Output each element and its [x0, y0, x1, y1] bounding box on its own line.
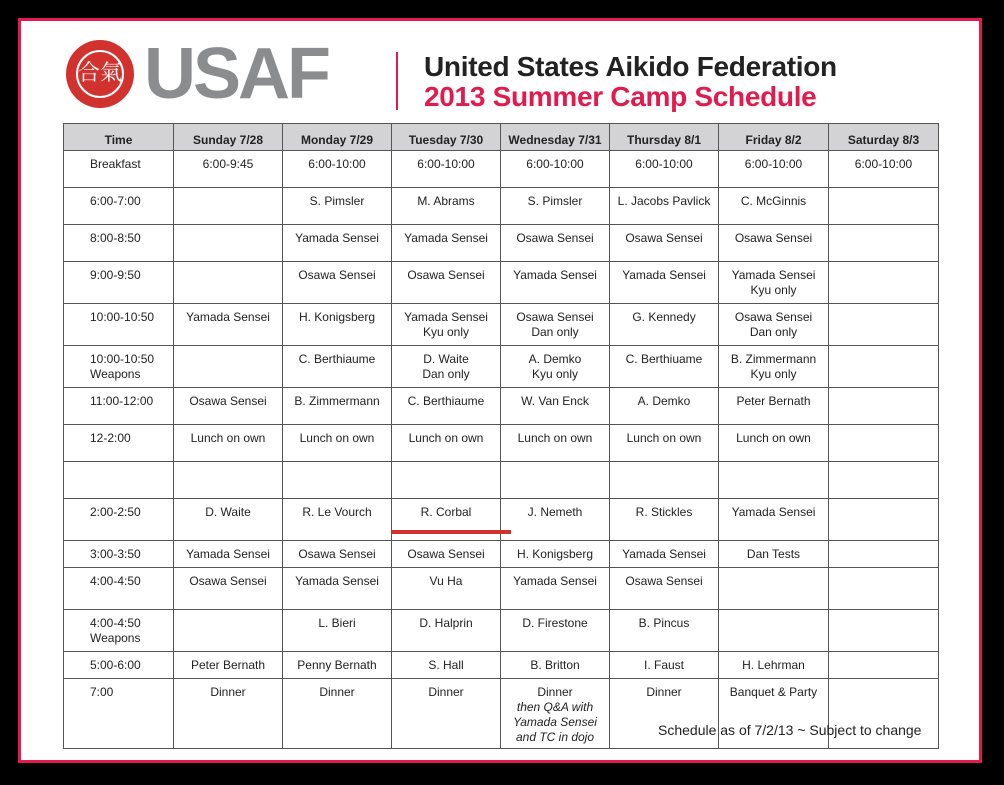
time-cell: [64, 568, 174, 610]
cell-text: H. Konigsberg: [516, 547, 594, 561]
session-cell: [392, 225, 501, 262]
cell-text: Osawa Sensei: [407, 547, 485, 561]
cell-text: R. Corbal: [420, 505, 472, 519]
cell-text: Kyu only: [750, 367, 797, 381]
session-cell: [719, 499, 829, 541]
table-row: [64, 346, 939, 388]
session-cell: [610, 346, 719, 388]
session-cell: [829, 541, 939, 568]
cell-text: 12-2:00: [90, 431, 131, 445]
session-cell: [392, 541, 501, 568]
cell-text: S. Pimsler: [527, 194, 583, 208]
cell-text: C. Berthiuame: [625, 352, 703, 366]
cell-text: D. Waite: [205, 505, 251, 519]
header: [66, 30, 946, 115]
session-cell: [501, 425, 610, 462]
session-cell: [610, 425, 719, 462]
session-cell: [501, 652, 610, 679]
cell-text: Dan only: [422, 367, 470, 381]
column-header-saturday: Saturday 8/3: [829, 124, 939, 151]
session-cell: [829, 225, 939, 262]
cell-text: Osawa Sensei: [298, 547, 376, 561]
session-cell: [283, 499, 392, 541]
cell-text: R. Le Vourch: [302, 505, 372, 519]
session-cell: [174, 462, 283, 499]
cell-text: Osawa Sensei: [189, 574, 267, 588]
cell-text: W. Van Enck: [521, 394, 589, 408]
session-cell: [719, 425, 829, 462]
session-cell: [174, 679, 283, 749]
cell-text: Dan only: [749, 325, 798, 339]
cell-text: Lunch on own: [517, 431, 593, 445]
cell-text: Breakfast: [90, 157, 141, 171]
cell-text: H. Lehrman: [742, 658, 805, 672]
cell-text: Lunch on own: [299, 431, 375, 445]
session-cell: [610, 151, 719, 188]
session-cell: [392, 425, 501, 462]
session-cell: [610, 262, 719, 304]
session-cell: [174, 610, 283, 652]
cell-text: Peter Bernath: [190, 658, 266, 672]
column-header-time: Time: [64, 124, 174, 151]
session-cell: [501, 541, 610, 568]
time-cell: [64, 541, 174, 568]
table-row: [64, 568, 939, 610]
time-cell: [64, 652, 174, 679]
cell-text: R. Stickles: [635, 505, 693, 519]
cell-text: Peter Bernath: [736, 394, 811, 408]
session-cell: [174, 388, 283, 425]
cell-text: Dinner: [537, 685, 573, 699]
session-cell: [392, 499, 501, 541]
table-row: [64, 679, 939, 749]
cell-text: Kyu only: [422, 325, 470, 339]
cell-text: Yamada Sensei: [295, 231, 379, 245]
session-cell: [283, 610, 392, 652]
cell-text: 3:00-3:50: [90, 547, 141, 561]
session-cell: [392, 652, 501, 679]
schedule-table: [63, 123, 939, 749]
session-cell: [719, 304, 829, 346]
table-row: [64, 262, 939, 304]
time-cell: [64, 499, 174, 541]
session-cell: [501, 188, 610, 225]
cell-text: G. Kennedy: [632, 310, 696, 324]
schedule-note: Schedule as of 7/2/13 ~ Subject to change: [658, 722, 922, 738]
cell-text: Yamada Sensei: [295, 574, 379, 588]
session-cell: [719, 388, 829, 425]
session-cell: [829, 346, 939, 388]
session-cell: [501, 151, 610, 188]
table-row: [64, 304, 939, 346]
cell-text: I. Faust: [643, 658, 684, 672]
cell-text: A. Demko: [528, 352, 582, 366]
cell-text: B. Zimmermann: [730, 352, 817, 366]
session-cell: [283, 225, 392, 262]
session-cell: [829, 679, 939, 749]
column-header-friday: Friday 8/2: [719, 124, 829, 151]
cell-text: S. Hall: [428, 658, 464, 672]
cell-text: 6:00-10:00: [635, 157, 693, 171]
session-cell: [392, 388, 501, 425]
session-cell: [829, 188, 939, 225]
time-cell: [64, 188, 174, 225]
cell-text: 5:00-6:00: [90, 658, 141, 672]
cell-text: Dan Tests: [746, 547, 801, 561]
cell-text: B. Pincus: [638, 616, 690, 630]
cell-text: 2:00-2:50: [90, 505, 141, 519]
cell-text: Penny Bernath: [297, 658, 377, 672]
session-cell: [283, 462, 392, 499]
cell-text: 6:00-10:00: [417, 157, 475, 171]
table-row: [64, 610, 939, 652]
cell-text: 6:00-9:45: [202, 157, 254, 171]
cell-text: Dinner: [646, 685, 682, 699]
cell-text: D. Firestone: [522, 616, 588, 630]
cell-text: Yamada Sensei: [622, 547, 706, 561]
session-cell: [283, 568, 392, 610]
org-name: United States Aikido Federation: [424, 51, 837, 82]
session-cell: [719, 610, 829, 652]
session-cell: [174, 304, 283, 346]
cell-text: S. Pimsler: [309, 194, 365, 208]
session-cell: [610, 541, 719, 568]
cell-text: Lunch on own: [736, 431, 811, 445]
column-header-sunday: Sunday 7/28: [174, 124, 283, 151]
cell-text: Yamada Sensei: [404, 310, 488, 324]
cell-text: Yamada Sensei: [186, 547, 270, 561]
table-row: [64, 425, 939, 462]
cell-text: A. Demko: [637, 394, 691, 408]
session-cell: [719, 151, 829, 188]
cell-text: Osawa Sensei: [734, 310, 813, 324]
time-cell: [64, 304, 174, 346]
session-cell: [719, 568, 829, 610]
cell-text: Osawa Sensei: [625, 231, 703, 245]
cell-text: L. Jacobs Pavlick: [617, 194, 711, 208]
session-cell: [174, 151, 283, 188]
cell-text: L. Bieri: [318, 616, 356, 630]
session-cell: [829, 262, 939, 304]
session-cell: [501, 462, 610, 499]
red-underline-mark: [391, 530, 511, 534]
column-header-wednesday: Wednesday 7/31: [501, 124, 610, 151]
cell-text: Yamada Sensei: [622, 268, 706, 282]
cell-text: 6:00-10:00: [854, 157, 913, 171]
schedule-body: [64, 151, 939, 749]
cell-text: 4:00-4:50: [90, 574, 141, 588]
cell-text: and TC in dojo: [515, 730, 595, 744]
cell-text: then Q&A with: [516, 700, 594, 714]
session-cell: [829, 462, 939, 499]
cell-text: 10:00-10:50: [90, 352, 155, 366]
session-cell: [501, 304, 610, 346]
session-cell: [174, 652, 283, 679]
session-cell: [829, 151, 939, 188]
session-cell: [501, 568, 610, 610]
header-row: [64, 124, 939, 151]
time-cell: [64, 225, 174, 262]
cell-text: C. McGinnis: [740, 194, 807, 208]
cell-text: Vu Ha: [429, 574, 463, 588]
cell-text: Dinner: [210, 685, 246, 699]
session-cell: [610, 499, 719, 541]
usaf-logo-icon: [66, 40, 134, 108]
header-divider: [396, 52, 398, 110]
session-cell: [829, 304, 939, 346]
time-cell: [64, 462, 174, 499]
table-row: [64, 499, 939, 541]
camp-title: 2013 Summer Camp Schedule: [424, 81, 817, 112]
session-cell: [174, 568, 283, 610]
session-cell: [610, 568, 719, 610]
session-cell: [283, 262, 392, 304]
session-cell: [174, 225, 283, 262]
column-header-tuesday: Tuesday 7/30: [392, 124, 501, 151]
cell-text: 8:00-8:50: [90, 231, 141, 245]
session-cell: [174, 499, 283, 541]
session-cell: [283, 541, 392, 568]
session-cell: [283, 388, 392, 425]
table-row: [64, 188, 939, 225]
session-cell: [174, 541, 283, 568]
session-cell: [829, 652, 939, 679]
table-row: [64, 541, 939, 568]
session-cell: [392, 346, 501, 388]
session-cell: [174, 188, 283, 225]
session-cell: [392, 151, 501, 188]
session-cell: [501, 679, 610, 749]
cell-text: Osawa Sensei: [625, 574, 703, 588]
cell-text: D. Halprin: [419, 616, 473, 630]
cell-text: 11:00-12:00: [90, 394, 154, 408]
session-cell: [501, 225, 610, 262]
table-row: [64, 462, 939, 499]
session-cell: [283, 304, 392, 346]
cell-text: Osawa Sensei: [734, 231, 813, 245]
cell-text: Yamada Sensei: [513, 574, 597, 588]
cell-text: Lunch on own: [190, 431, 266, 445]
session-cell: [392, 610, 501, 652]
session-cell: [829, 568, 939, 610]
session-cell: [283, 679, 392, 749]
cell-text: Yamada Sensei: [731, 268, 816, 282]
session-cell: [829, 499, 939, 541]
cell-text: Osawa Sensei: [516, 310, 594, 324]
time-cell: [64, 346, 174, 388]
cell-text: Dinner: [319, 685, 355, 699]
session-cell: [283, 425, 392, 462]
cell-text: 7:00: [90, 685, 114, 699]
session-cell: [719, 462, 829, 499]
cell-text: Yamada Sensei: [731, 505, 816, 519]
session-cell: [283, 151, 392, 188]
cell-text: B. Zimmermann: [294, 394, 380, 408]
session-cell: [719, 541, 829, 568]
cell-text: B. Britton: [530, 658, 580, 672]
cell-text: C. Berthiaume: [298, 352, 376, 366]
cell-text: H. Konigsberg: [298, 310, 376, 324]
session-cell: [392, 304, 501, 346]
session-cell: [392, 262, 501, 304]
session-cell: [174, 262, 283, 304]
session-cell: [174, 425, 283, 462]
session-cell: [501, 499, 610, 541]
cell-text: 6:00-10:00: [744, 157, 803, 171]
session-cell: [610, 652, 719, 679]
session-cell: [610, 225, 719, 262]
table-row: [64, 652, 939, 679]
cell-text: Kyu only: [750, 283, 797, 297]
time-cell: [64, 679, 174, 749]
time-cell: [64, 425, 174, 462]
session-cell: [829, 610, 939, 652]
session-cell: [501, 388, 610, 425]
time-cell: [64, 151, 174, 188]
session-cell: [610, 610, 719, 652]
session-cell: [501, 262, 610, 304]
session-cell: [610, 388, 719, 425]
logo-text: 合氣: [76, 50, 124, 98]
session-cell: [392, 679, 501, 749]
cell-text: 6:00-10:00: [308, 157, 366, 171]
cell-text: Kyu only: [531, 367, 579, 381]
session-cell: [392, 568, 501, 610]
session-cell: [719, 679, 829, 749]
brand-wordmark: USAF: [144, 34, 328, 114]
table-row: [64, 225, 939, 262]
time-cell: [64, 262, 174, 304]
cell-text: D. Waite: [423, 352, 469, 366]
session-cell: [392, 462, 501, 499]
session-cell: [610, 679, 719, 749]
cell-text: Yamada Sensei: [404, 231, 488, 245]
cell-text: J. Nemeth: [527, 505, 583, 519]
session-cell: [719, 225, 829, 262]
cell-text: 6:00-10:00: [526, 157, 584, 171]
session-cell: [719, 188, 829, 225]
session-cell: [174, 346, 283, 388]
table-row: [64, 388, 939, 425]
cell-text: Weapons: [90, 367, 141, 381]
cell-text: Dan only: [531, 325, 579, 339]
session-cell: [610, 304, 719, 346]
cell-text: Lunch on own: [408, 431, 484, 445]
column-header-thursday: Thursday 8/1: [610, 124, 719, 151]
cell-text: Lunch on own: [626, 431, 702, 445]
session-cell: [610, 188, 719, 225]
session-cell: [829, 425, 939, 462]
cell-text: Banquet & Party: [729, 685, 818, 699]
session-cell: [283, 652, 392, 679]
cell-text: Yamada Sensei: [186, 310, 270, 324]
cell-text: M. Abrams: [417, 194, 475, 208]
session-cell: [719, 346, 829, 388]
cell-text: Osawa Sensei: [407, 268, 485, 282]
cell-text: 6:00-7:00: [90, 194, 141, 208]
session-cell: [719, 262, 829, 304]
session-cell: [501, 610, 610, 652]
session-cell: [283, 188, 392, 225]
session-cell: [610, 462, 719, 499]
cell-text: Osawa Sensei: [298, 268, 376, 282]
session-cell: [501, 346, 610, 388]
time-cell: [64, 388, 174, 425]
cell-text: Osawa Sensei: [189, 394, 267, 408]
cell-text: C. Berthiaume: [407, 394, 485, 408]
session-cell: [719, 652, 829, 679]
cell-text: Osawa Sensei: [516, 231, 594, 245]
cell-text: Yamada Sensei: [513, 715, 597, 729]
session-cell: [283, 346, 392, 388]
cell-text: 9:00-9:50: [90, 268, 141, 282]
column-header-monday: Monday 7/29: [283, 124, 392, 151]
session-cell: [392, 188, 501, 225]
session-cell: [829, 388, 939, 425]
cell-text: 10:00-10:50: [90, 310, 155, 324]
cell-text: Dinner: [428, 685, 464, 699]
time-cell: [64, 610, 174, 652]
cell-text: Yamada Sensei: [513, 268, 597, 282]
table-row: [64, 151, 939, 188]
cell-text: Weapons: [90, 631, 141, 645]
cell-text: 4:00-4:50: [90, 616, 141, 630]
